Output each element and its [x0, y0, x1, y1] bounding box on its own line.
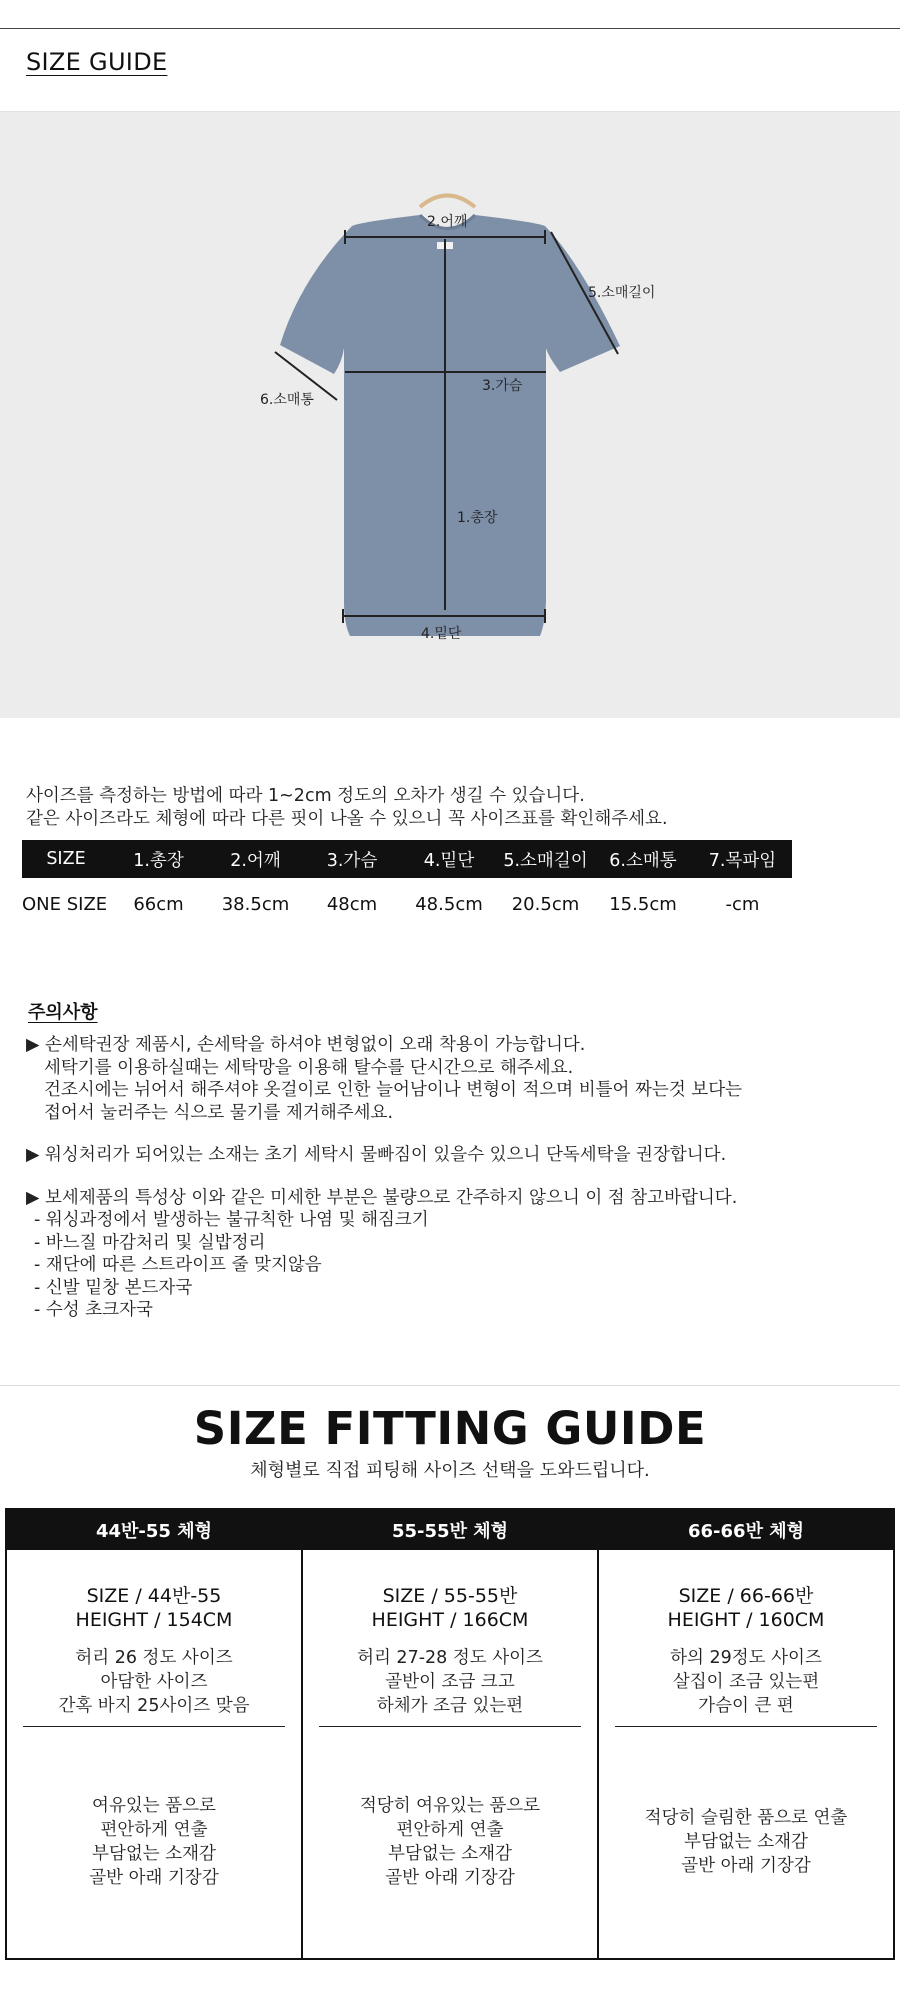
fitting-note: 골반이 조금 크고 [385, 1672, 515, 1692]
header-cell: 4.밑단 [423, 850, 475, 871]
fitting-column-header: 55-55반 체형 [303, 1510, 597, 1550]
size-guide-title: SIZE GUIDE [26, 48, 168, 76]
label-hem: 4.밑단 [421, 626, 462, 642]
caution-line: 세탁기를 이용하실때는 세탁망을 이용해 탈수를 단시간으로 해주세요. [44, 1057, 574, 1078]
label-chest: 3.가슴 [482, 378, 523, 394]
fitting-height: HEIGHT / 166CM [371, 1609, 529, 1631]
fitting-size: SIZE / 55-55반 [382, 1585, 518, 1607]
fitting-size-info [303, 1584, 597, 1632]
table-cell: 66cm [133, 893, 184, 915]
fitting-desc-line: 골반 아래 기장감 [89, 1868, 219, 1888]
table-cell: ONE SIZE [22, 893, 108, 915]
fitting-column-55 [303, 1510, 599, 1958]
label-shoulder: 2.어깨 [427, 214, 468, 230]
table-cell: 20.5cm [511, 893, 580, 915]
header-cell: 3.가슴 [326, 850, 378, 871]
table-cell: 48cm [326, 893, 378, 915]
top-divider [0, 28, 900, 29]
caution-list [26, 1034, 742, 1322]
header-cell: SIZE [46, 849, 86, 869]
caution-block-defects [26, 1187, 742, 1322]
hanger-hook [420, 196, 475, 208]
fitting-desc-line: 골반 아래 기장감 [681, 1856, 811, 1876]
fitting-note: 살집이 조금 있는편 [672, 1672, 820, 1692]
notice-line-2: 같은 사이즈라도 체형에 따라 다른 핏이 나올 수 있으니 꼭 사이즈표를 확인해주세요. [26, 809, 668, 829]
fitting-guide-subtitle: 체형별로 직접 피팅해 사이즈 선택을 도와드립니다. [250, 1460, 650, 1481]
caution-dash-item: - 신발 밑창 본드자국 [34, 1277, 193, 1298]
caution-line: 건조시에는 뉘어서 해주셔야 옷걸이로 인한 늘어남이나 변형이 적으며 비틀어 짜는것 보다는 [44, 1080, 743, 1100]
header-cell: 1.총장 [133, 850, 184, 871]
caution-title: 주의사항 [28, 1002, 98, 1023]
fitting-size-info [7, 1584, 301, 1632]
fitting-desc-line: 부담없는 소재감 [684, 1832, 808, 1852]
tshirt-shape [280, 215, 620, 636]
fitting-desc-line: 편안하게 연출 [100, 1820, 208, 1840]
fitting-note: 하의 29정도 사이즈 [670, 1648, 822, 1668]
caution-dash-item: - 바느질 마감처리 및 실밥정리 [34, 1232, 266, 1253]
fitting-desc-line: 적당히 슬림한 품으로 연출 [644, 1808, 848, 1828]
fitting-desc-line: 여유있는 품으로 [92, 1796, 216, 1816]
header-cell: 2.어깨 [230, 850, 281, 871]
table-cell: -cm [725, 893, 760, 915]
fitting-desc-line: 적당히 여유있는 품으로 [359, 1796, 541, 1816]
header-cell: 5.소매길이 [503, 850, 588, 871]
fitting-grid [5, 1508, 895, 1960]
label-sleeve-width: 6.소매통 [260, 392, 314, 408]
caution-dash-item: - 수성 초크자국 [34, 1300, 153, 1320]
header-cell: 6.소매통 [609, 850, 677, 871]
fitting-desc-line: 부담없는 소재감 [92, 1844, 216, 1864]
fitting-desc-line: 골반 아래 기장감 [385, 1868, 515, 1888]
section-divider [0, 1385, 900, 1386]
fitting-guide-title: SIZE FITTING GUIDE [193, 1402, 707, 1455]
header-cell: 7.목파임 [708, 850, 777, 871]
caution-line: ▶ 보세제품의 특성상 이와 같은 미세한 부분은 불량으로 간주하지 않으니 이 점 참고바랍니다. [26, 1187, 738, 1208]
fitting-column-header: 66-66반 체형 [599, 1510, 893, 1550]
size-table [22, 840, 792, 930]
fitting-column-44 [7, 1510, 303, 1958]
fitting-note: 허리 27-28 정도 사이즈 [357, 1648, 543, 1668]
caution-dash-item: - 워싱과정에서 발생하는 불규칙한 나염 및 해짐크기 [34, 1210, 429, 1230]
fitting-note: 간혹 바지 25사이즈 맞음 [58, 1696, 250, 1716]
fitting-size-info [599, 1584, 893, 1632]
fitting-description [7, 1726, 301, 1958]
fitting-note: 아담한 사이즈 [100, 1672, 208, 1692]
fitting-description [303, 1726, 597, 1958]
fitting-notes [7, 1646, 301, 1718]
garment-photo [0, 111, 900, 718]
fitting-height: HEIGHT / 154CM [75, 1609, 233, 1631]
caution-block-washing [26, 1144, 742, 1167]
notice-line-1: 사이즈를 측정하는 방법에 따라 1~2cm 정도의 오차가 생길 수 있습니다. [26, 786, 585, 806]
label-length: 1.총장 [457, 510, 498, 526]
table-cell: 38.5cm [221, 893, 290, 915]
caution-line: 접어서 눌러주는 식으로 물기를 제거해주세요. [44, 1102, 394, 1123]
fitting-desc-line: 편안하게 연출 [396, 1820, 504, 1840]
caution-block-wash [26, 1034, 742, 1124]
caution-dash-item: - 재단에 따른 스트라이프 줄 맞지않음 [34, 1255, 322, 1275]
fitting-notes [599, 1646, 893, 1718]
fitting-column-header: 44반-55 체형 [7, 1510, 301, 1550]
fitting-desc-line: 부담없는 소재감 [388, 1844, 512, 1864]
fitting-size: SIZE / 44반-55 [86, 1585, 222, 1607]
caution-line: ▶ 손세탁권장 제품시, 손세탁을 하셔야 변형없이 오래 착용이 가능합니다. [26, 1035, 586, 1055]
table-row [22, 878, 792, 930]
size-notice [26, 785, 668, 831]
fitting-description [599, 1726, 893, 1958]
size-table-header [22, 840, 792, 878]
table-cell: 48.5cm [415, 893, 483, 915]
caution-line: ▶ 워싱처리가 되어있는 소재는 초기 세탁시 물빠짐이 있을수 있으니 단독세탁을 권장합니다. [26, 1145, 727, 1165]
fitting-note: 가슴이 큰 편 [698, 1696, 794, 1716]
fitting-notes [303, 1646, 597, 1718]
fitting-note: 허리 26 정도 사이즈 [75, 1648, 233, 1668]
fitting-height: HEIGHT / 160CM [667, 1609, 825, 1631]
tshirt-illustration [0, 112, 900, 718]
label-sleeve-length: 5.소매길이 [588, 285, 656, 301]
fitting-note: 하체가 조금 있는편 [376, 1696, 524, 1716]
fitting-column-66 [599, 1510, 893, 1958]
table-cell: 15.5cm [609, 893, 677, 915]
fitting-size: SIZE / 66-66반 [678, 1585, 814, 1607]
